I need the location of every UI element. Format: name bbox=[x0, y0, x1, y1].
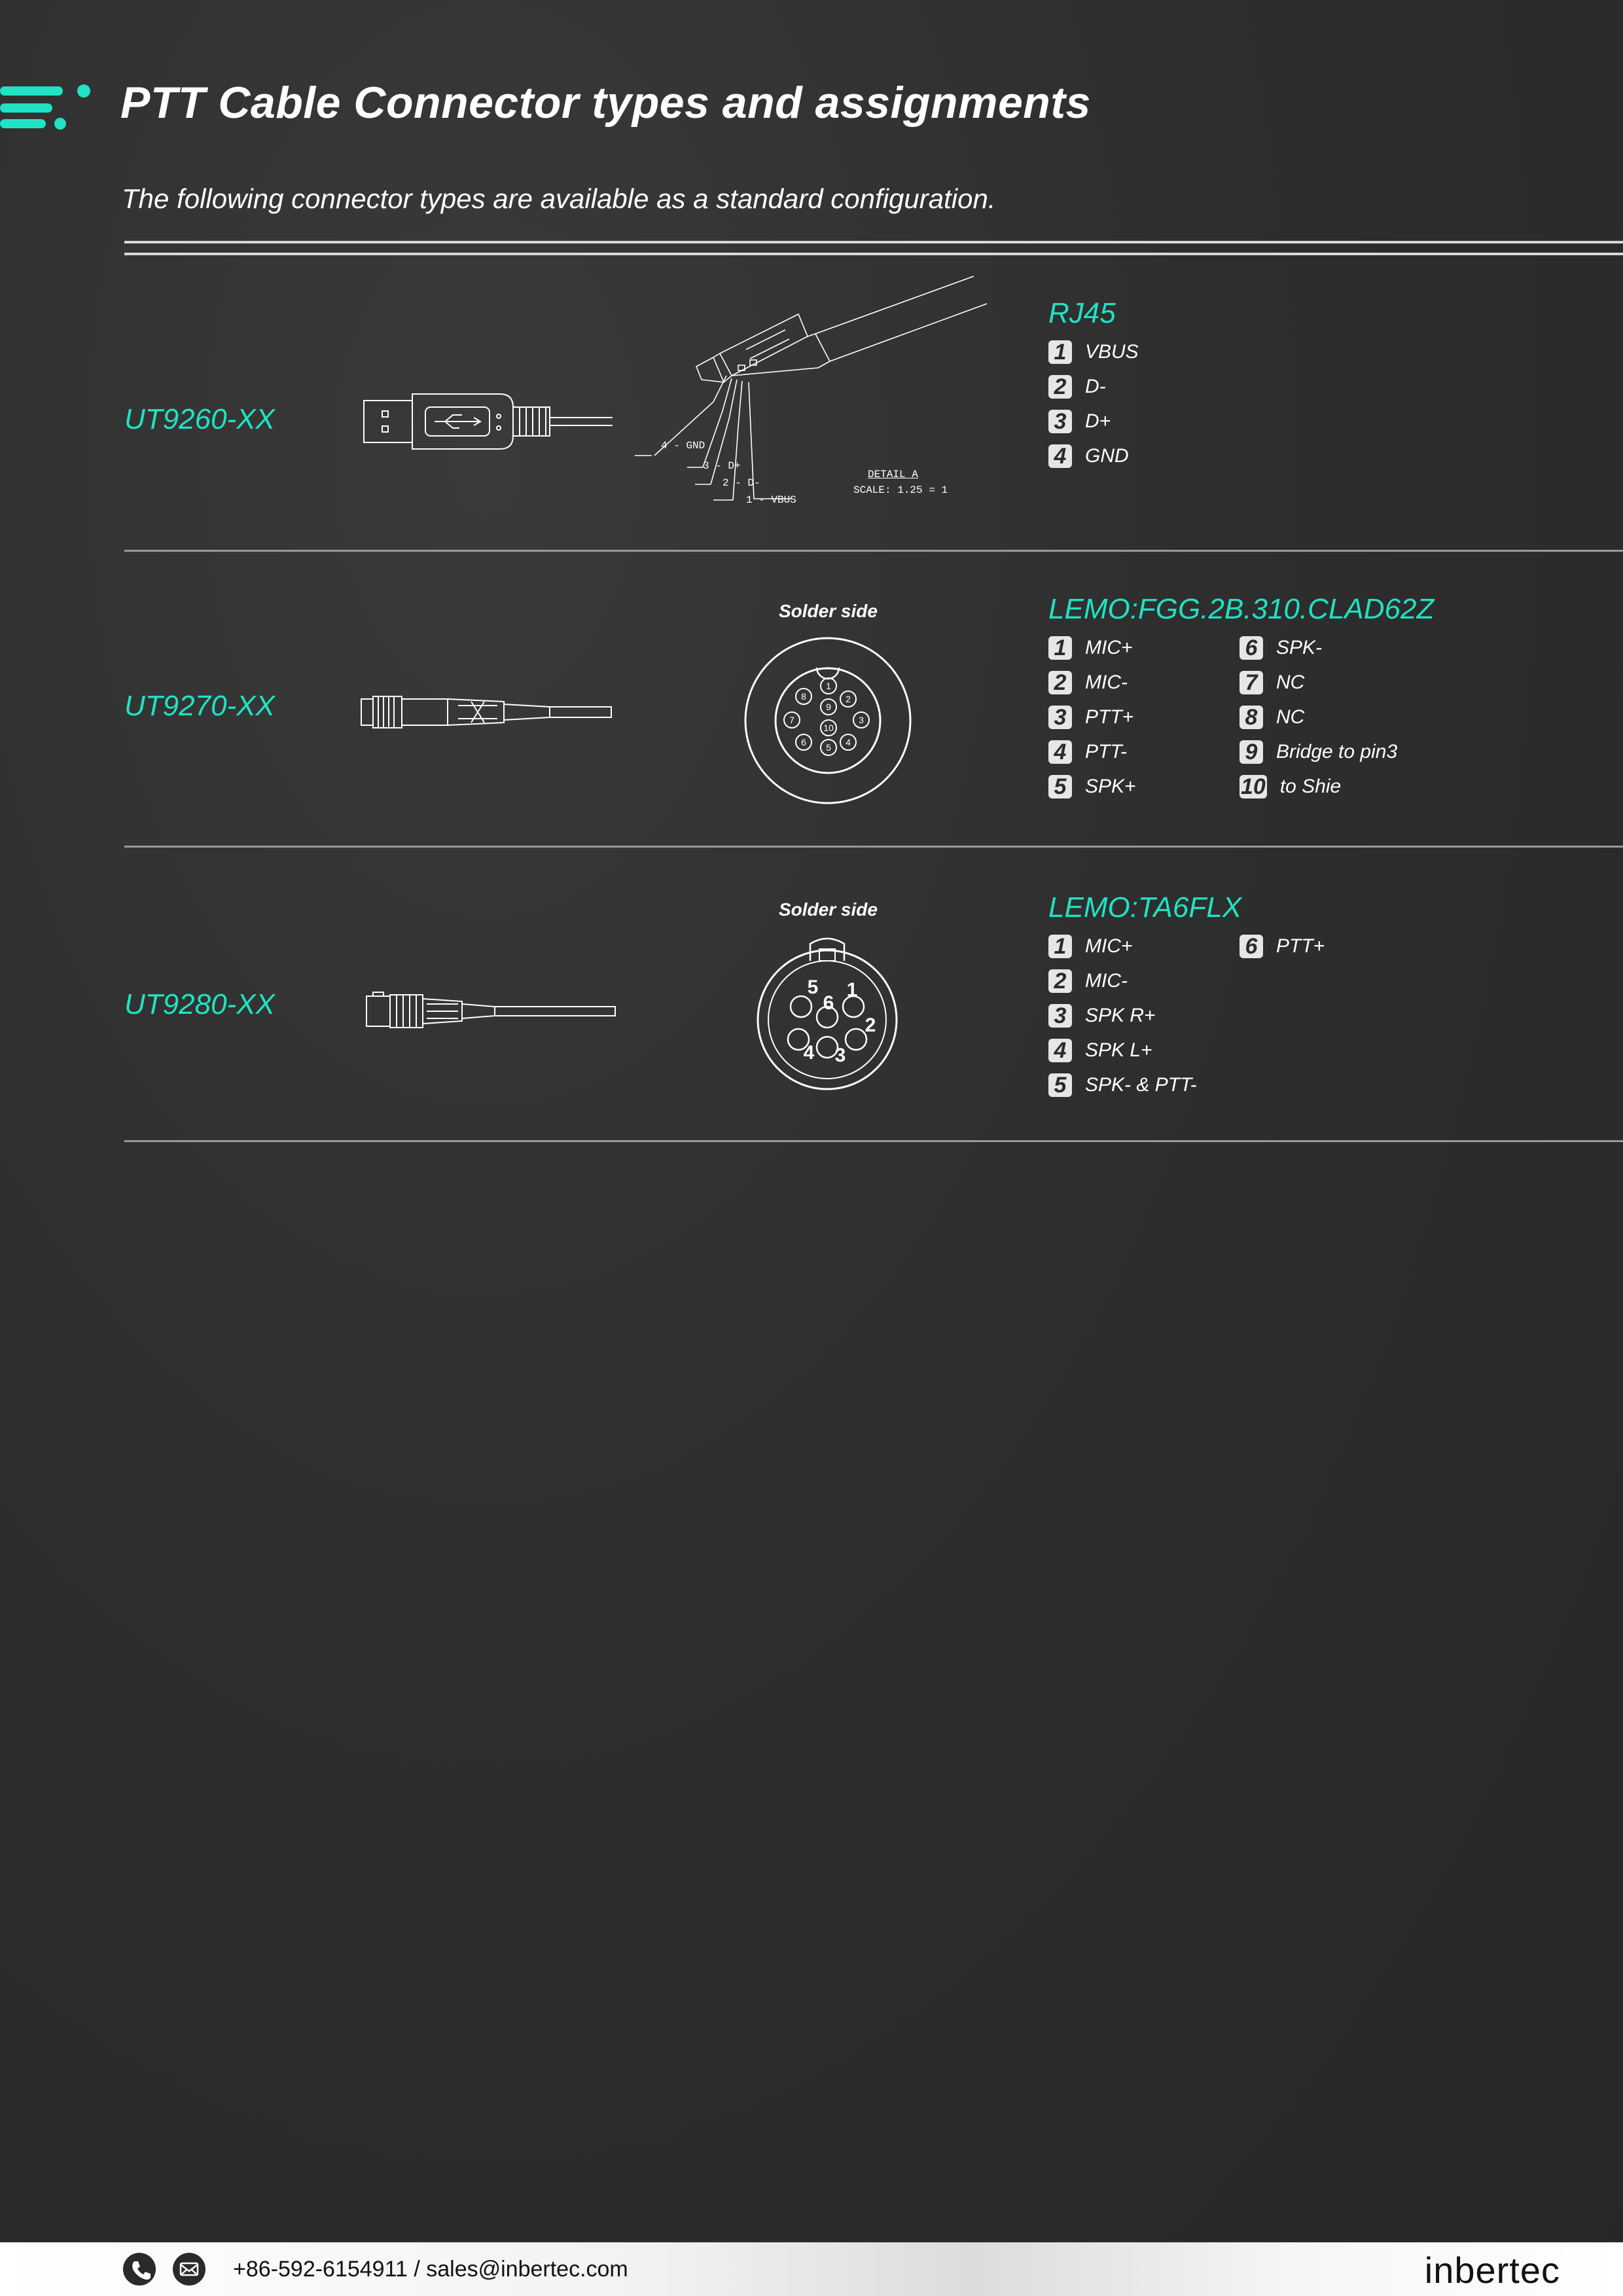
svg-text:5: 5 bbox=[826, 742, 831, 753]
pin-label: SPK R+ bbox=[1085, 1005, 1156, 1026]
pin-item bbox=[1240, 775, 1341, 798]
pin-label: SPK- & PTT- bbox=[1085, 1074, 1197, 1096]
connector-name: LEMO:TA6FLX bbox=[1048, 891, 1242, 924]
pin-item bbox=[1048, 775, 1136, 798]
brand-logo: inbertec bbox=[1424, 2250, 1560, 2291]
pin-item bbox=[1048, 1004, 1156, 1028]
pin-item bbox=[1048, 969, 1128, 993]
pin-item bbox=[1240, 740, 1397, 764]
phone-icon[interactable] bbox=[123, 2253, 156, 2286]
pin-number: 6 bbox=[1240, 935, 1263, 958]
divider bbox=[124, 846, 1623, 848]
pin-number: 5 bbox=[1048, 1073, 1072, 1097]
detail-scale: SCALE: 1.25 = 1 bbox=[853, 484, 948, 496]
pin-label: D- bbox=[1085, 376, 1106, 397]
divider bbox=[124, 1140, 1623, 1142]
pin-item bbox=[1240, 706, 1304, 729]
detail-caption: DETAIL A bbox=[868, 469, 918, 480]
pin-item bbox=[1240, 671, 1304, 694]
pin-item bbox=[1240, 636, 1322, 660]
brand-bars-icon bbox=[0, 84, 98, 130]
page-title: PTT Cable Connector types and assignments bbox=[120, 78, 1091, 128]
pin-label: PTT+ bbox=[1276, 935, 1325, 957]
divider bbox=[124, 253, 1623, 255]
usb-plug-drawing bbox=[363, 389, 614, 454]
svg-text:4: 4 bbox=[803, 1042, 815, 1064]
solder-side-label: Solder side bbox=[779, 601, 878, 621]
lemo-plug-drawing bbox=[360, 692, 613, 732]
connector-name: LEMO:FGG.2B.310.CLAD62Z bbox=[1048, 593, 1435, 625]
model-name: UT9280-XX bbox=[124, 988, 275, 1020]
pin-item bbox=[1240, 935, 1325, 958]
pin-number: 9 bbox=[1240, 740, 1263, 764]
connector-name: RJ45 bbox=[1048, 297, 1116, 329]
ta6f-plug-drawing bbox=[364, 990, 616, 1033]
pin-number: 4 bbox=[1048, 740, 1072, 764]
pin-label: MIC- bbox=[1085, 970, 1128, 992]
pin-label: SPK L+ bbox=[1085, 1039, 1152, 1061]
pin-label: PTT- bbox=[1085, 741, 1127, 762]
pin-label: VBUS bbox=[1085, 341, 1139, 363]
pin-number: 1 bbox=[1048, 636, 1072, 660]
pin-label: SPK- bbox=[1276, 637, 1323, 658]
divider bbox=[124, 550, 1623, 552]
pin-number: 7 bbox=[1240, 671, 1263, 694]
pin-label: PTT+ bbox=[1085, 706, 1134, 728]
pin-number: 1 bbox=[1048, 935, 1072, 958]
svg-text:2: 2 bbox=[865, 1014, 876, 1036]
svg-text:9: 9 bbox=[826, 702, 831, 712]
svg-text:4: 4 bbox=[846, 737, 851, 747]
pin-number: 10 bbox=[1241, 774, 1266, 799]
pin-number: 3 bbox=[1048, 1004, 1072, 1028]
pin-number: 1 bbox=[1048, 340, 1072, 364]
pin-label: to Shie bbox=[1279, 776, 1342, 797]
pin-item bbox=[1048, 1073, 1197, 1097]
lemo-10pin-face bbox=[743, 636, 912, 805]
svg-text:8: 8 bbox=[801, 691, 806, 702]
pin-number: 3 bbox=[1048, 706, 1072, 729]
pin-label: MIC- bbox=[1085, 672, 1128, 693]
pin-label: MIC+ bbox=[1085, 935, 1133, 957]
svg-text:3: 3 bbox=[859, 715, 864, 725]
pin-number: 8 bbox=[1240, 706, 1263, 729]
model-name: UT9270-XX bbox=[124, 690, 275, 722]
pin-item bbox=[1048, 410, 1111, 433]
pin-label: MIC+ bbox=[1085, 637, 1133, 658]
usb-detail-drawing bbox=[661, 302, 988, 512]
pin-item bbox=[1048, 706, 1133, 729]
svg-text:6: 6 bbox=[823, 992, 834, 1014]
svg-text:5: 5 bbox=[807, 977, 819, 998]
solder-side-label: Solder side bbox=[779, 899, 878, 920]
svg-text:2: 2 bbox=[846, 694, 851, 704]
pin-item bbox=[1048, 671, 1128, 694]
pin-number: 2 bbox=[1048, 671, 1072, 694]
detail-label: 1 - VBUS bbox=[746, 494, 796, 506]
pin-label: GND bbox=[1085, 445, 1129, 467]
pin-label: SPK+ bbox=[1085, 776, 1136, 797]
pin-label: NC bbox=[1276, 672, 1305, 693]
svg-text:6: 6 bbox=[801, 737, 806, 747]
pin-number: 2 bbox=[1048, 375, 1072, 399]
svg-text:1: 1 bbox=[846, 979, 858, 1001]
page-subtitle: The following connector types are available as a standard configuration. bbox=[122, 183, 996, 214]
divider bbox=[124, 241, 1623, 243]
svg-text:7: 7 bbox=[789, 715, 794, 725]
pin-item bbox=[1048, 636, 1133, 660]
detail-label: 2 - D- bbox=[722, 477, 760, 489]
pin-item bbox=[1048, 935, 1133, 958]
svg-text:10: 10 bbox=[823, 723, 834, 733]
ta6f-face bbox=[755, 935, 899, 1093]
pin-item bbox=[1048, 375, 1106, 399]
svg-text:1: 1 bbox=[826, 681, 831, 691]
pin-number: 3 bbox=[1048, 410, 1072, 433]
mail-icon[interactable] bbox=[173, 2253, 205, 2286]
pin-number: 2 bbox=[1048, 969, 1072, 993]
contact-info[interactable]: +86-592-6154911 / sales@inbertec.com bbox=[233, 2257, 628, 2282]
model-name: UT9260-XX bbox=[124, 403, 275, 435]
pin-label: NC bbox=[1276, 706, 1305, 728]
pin-number: 5 bbox=[1048, 775, 1072, 798]
pin-item bbox=[1048, 444, 1129, 468]
pin-item bbox=[1048, 740, 1127, 764]
pin-number: 4 bbox=[1048, 444, 1072, 468]
footer bbox=[0, 2242, 1623, 2296]
pin-label: D+ bbox=[1085, 410, 1111, 432]
detail-label: 4 - GND bbox=[661, 440, 705, 452]
pin-item bbox=[1048, 340, 1139, 364]
detail-label: 3 - D+ bbox=[703, 460, 741, 472]
svg-text:3: 3 bbox=[834, 1045, 846, 1066]
pin-label: Bridge to pin3 bbox=[1276, 741, 1398, 762]
pin-item bbox=[1048, 1039, 1152, 1062]
pin-number: 6 bbox=[1240, 636, 1263, 660]
pin-number: 4 bbox=[1048, 1039, 1072, 1062]
